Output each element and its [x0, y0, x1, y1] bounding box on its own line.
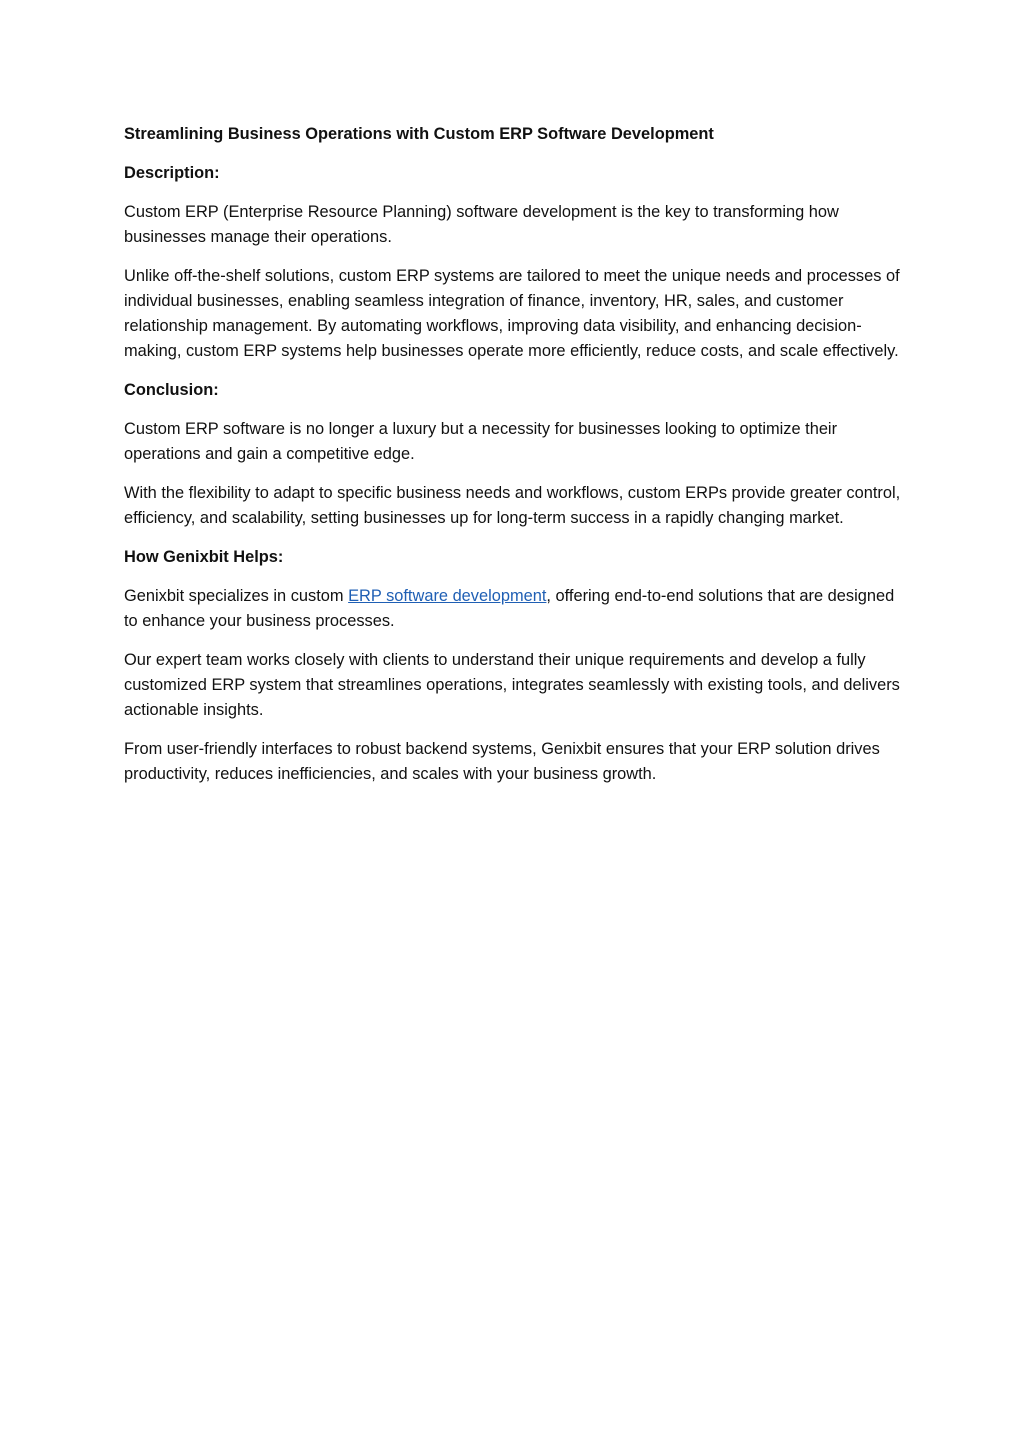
erp-software-development-link[interactable]: ERP software development: [348, 587, 547, 605]
helps-heading: How Genixbit Helps:: [124, 548, 284, 566]
helps-paragraph-1: Our expert team works closely with clients to understand their unique requirements and develop a fully customized ERP system that streamlines operations, integrates seamlessly with existing tools, and delivers actionable insights.: [124, 651, 900, 719]
conclusion-paragraph-2: With the flexibility to adapt to specific business needs and workflows, custom ERPs provide greater control, efficiency, and scalability, setting businesses up for long-term success in a rapidly changing market.: [124, 484, 901, 527]
description-heading: Description:: [124, 164, 220, 182]
document-title: Streamlining Business Operations with Custom ERP Software Development: [124, 125, 714, 143]
helps-intro-after-link: , offering end-to-end solutions that are designed to enhance your business processes.: [124, 587, 895, 630]
description-paragraph-1: Custom ERP (Enterprise Resource Planning) software development is the key to transforming how businesses manage their operations.: [124, 203, 839, 246]
conclusion-paragraph-1: Custom ERP software is no longer a luxury but a necessity for businesses looking to optimize their operations and gain a competitive edge.: [124, 420, 838, 463]
document-body: [124, 122, 909, 801]
helps-paragraph-2: From user-friendly interfaces to robust backend systems, Genixbit ensures that your ERP solution drives productivity, reduces inefficiencies, and scales with your business growth.: [124, 740, 880, 783]
conclusion-heading: Conclusion:: [124, 381, 219, 399]
description-paragraph-2: Unlike off-the-shelf solutions, custom ERP systems are tailored to meet the unique needs and processes of individual businesses, enabling seamless integration of finance, inventory, HR, sales, and customer relationship management. By automating workflows, improving data visibility, and enhancing decision-making, custom ERP systems help businesses operate more efficiently, reduce costs, and scale effectively.: [124, 267, 900, 360]
helps-intro-paragraph: [124, 584, 909, 634]
helps-intro-before-link: Genixbit specializes in custom: [124, 587, 349, 605]
